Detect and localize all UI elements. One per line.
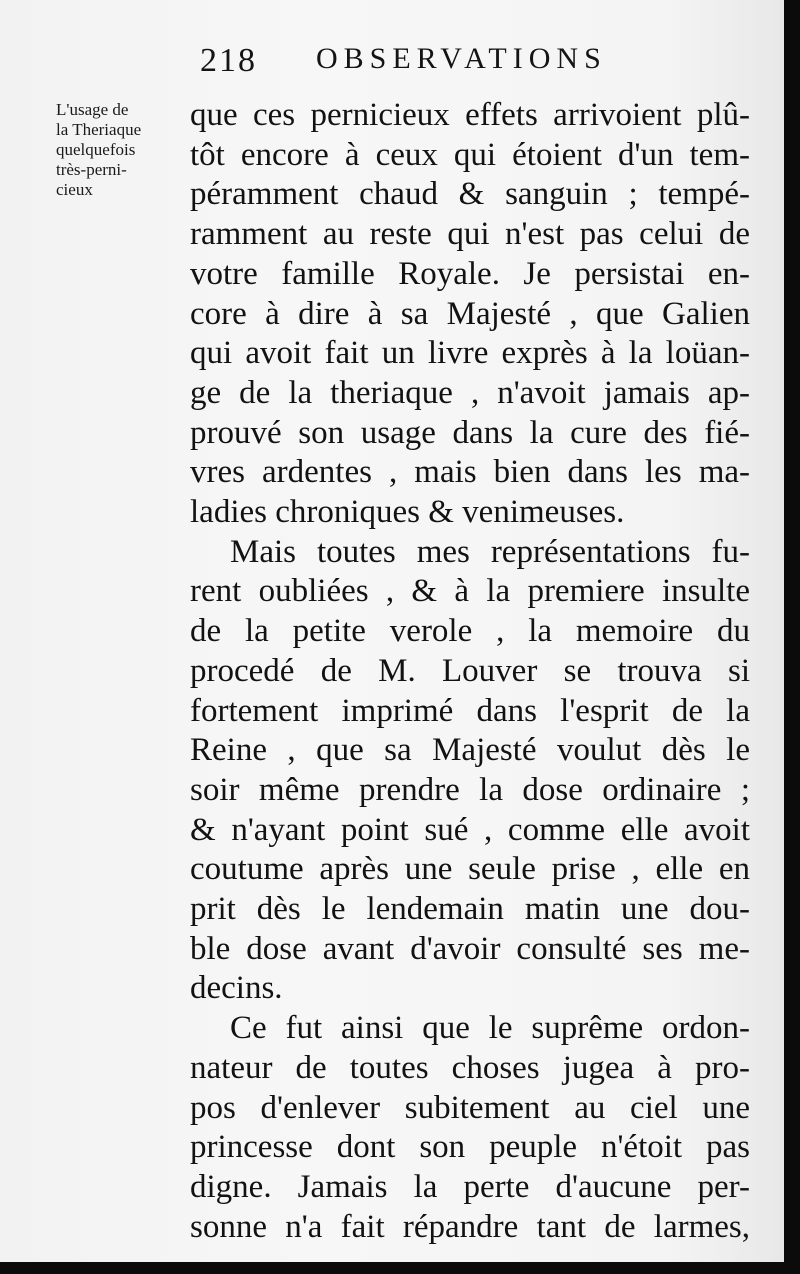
text-line: vres ardentes , mais bien dans les ma- [190, 454, 750, 491]
text-line: que ces pernicieux effets arrivoient plû- [190, 97, 750, 133]
page-number: 218 [200, 42, 257, 79]
text-line: digne. Jamais la perte d'aucune per- [190, 1168, 750, 1205]
page-header [200, 40, 660, 96]
text-line: Ce fut ainsi que le suprême ordon- [230, 1010, 750, 1047]
text-line: soir même prendre la dose ordinaire ; [190, 771, 750, 808]
body-text [190, 96, 750, 1247]
text-line: nateur de toutes choses jugea à pro- [190, 1049, 750, 1086]
text-line: & n'ayant point sué , comme elle avoit [190, 811, 750, 848]
text-line: qui avoit fait un livre exprès à la loüan- [190, 335, 750, 372]
running-title: OBSERVATIONS [316, 42, 607, 75]
margin-note-line: quelquefois [56, 140, 136, 159]
text-line: prit dès le lendemain matin une dou- [190, 891, 750, 928]
text-line: sonne n'a fait répandre tant de larmes, [190, 1208, 750, 1245]
text-line: ladies chroniques & venimeuses. [190, 494, 625, 531]
text-line: ramment au reste qui n'est pas celui de [190, 216, 750, 253]
text-line: Reine , que sa Majesté voulut dès le [190, 732, 750, 769]
text-line: decins. [190, 970, 283, 1007]
margin-note-line: la Theriaque [56, 120, 142, 139]
margin-note [56, 100, 196, 200]
text-line: péramment chaud & sanguin ; tempé- [190, 176, 750, 213]
text-line: princesse dont son peuple n'étoit pas [190, 1129, 750, 1166]
text-line: core à dire à sa Majesté , que Galien [190, 295, 750, 332]
text-line: ge de la theriaque , n'avoit jamais ap- [190, 374, 750, 411]
text-line: prouvé son usage dans la cure des fié- [190, 414, 750, 451]
text-line: pos d'enlever subitement au ciel une [190, 1089, 750, 1126]
margin-note-line: cieux [56, 180, 93, 199]
text-line: votre famille Royale. Je persistai en- [190, 255, 750, 292]
text-line: coutume après une seule prise , elle en [190, 851, 750, 888]
text-line: fortement imprimé dans l'esprit de la [190, 692, 750, 729]
text-line: rent oubliées , & à la premiere insulte [190, 573, 750, 610]
text-line: tôt encore à ceux qui étoient d'un tem- [190, 136, 750, 173]
margin-note-line: très-perni- [56, 160, 127, 179]
text-line: Mais toutes mes représentations fu- [230, 533, 750, 570]
text-line: ble dose avant d'avoir consulté ses me- [190, 930, 750, 967]
text-line: procedé de M. Louver se trouva si [190, 652, 750, 689]
margin-note-line: L'usage de [56, 100, 129, 119]
text-line: de la petite verole , la memoire du [190, 613, 750, 650]
